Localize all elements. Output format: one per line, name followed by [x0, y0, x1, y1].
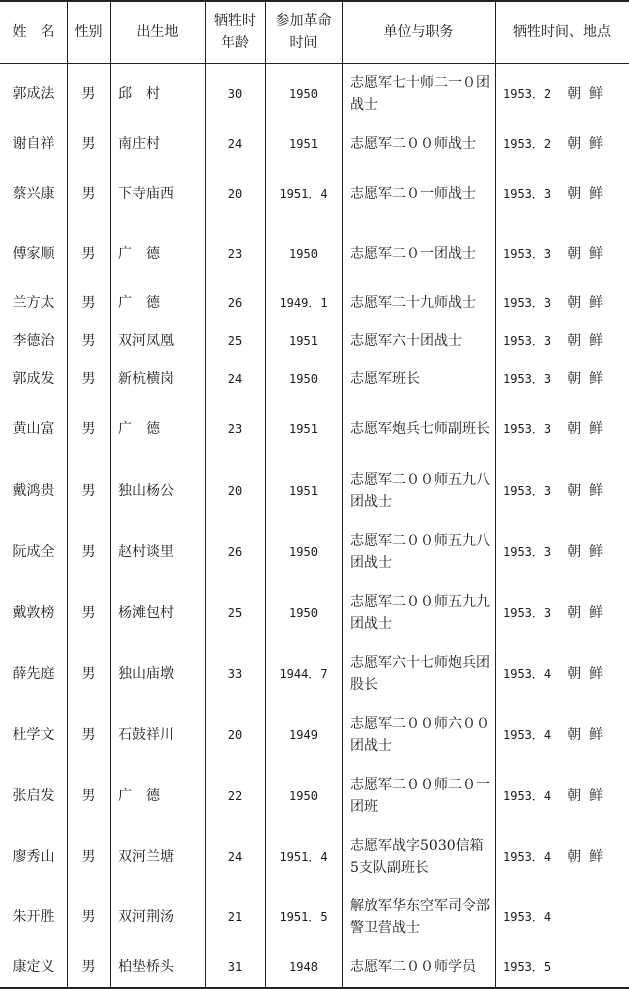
- cell-age: 23: [227, 422, 243, 436]
- death-place: 朝鲜: [567, 136, 612, 152]
- cell-gender: 男: [81, 787, 96, 804]
- cell-name: 薛先庭: [12, 665, 55, 682]
- cell-gender: 男: [81, 604, 96, 621]
- cell-death-time-place: [495, 887, 629, 947]
- death-place: 朝鲜: [567, 665, 612, 682]
- cell-gender: 男: [81, 371, 96, 387]
- cell-death-time-place: [495, 704, 629, 765]
- cell-age: 24: [227, 849, 243, 864]
- cell-age: 25: [227, 334, 243, 348]
- cell-unit: 志愿军二００师学员: [350, 959, 476, 975]
- cell-gender: 男: [81, 295, 96, 311]
- cell-birthplace: 双河凤凰: [118, 333, 174, 349]
- cell-unit: 志愿军七十师二一０团战士: [350, 74, 490, 113]
- cell-death-time-place: [495, 284, 629, 322]
- death-place: 朝鲜: [567, 421, 612, 437]
- death-time: 1953．4: [503, 849, 552, 864]
- cell-age: 31: [227, 960, 243, 974]
- death-place: 朝鲜: [567, 186, 612, 202]
- cell-gender: 男: [81, 482, 96, 499]
- cell-joined: 1951: [289, 483, 318, 498]
- cell-unit: 解放军华东空军司令部警卫营战士: [350, 898, 490, 936]
- cell-age: 25: [227, 605, 243, 620]
- cell-unit: 志愿军二０一师战士: [350, 186, 476, 202]
- cell-age: 20: [227, 187, 243, 201]
- cell-gender: 男: [81, 665, 96, 682]
- cell-unit: 志愿军二０一团战士: [350, 246, 476, 262]
- header-join-time: 参加革命时间: [275, 12, 332, 51]
- cell-name: 兰方太: [12, 295, 55, 311]
- cell-gender: 男: [81, 136, 96, 152]
- cell-birthplace: 双河兰塘: [118, 848, 174, 865]
- death-place: 朝鲜: [567, 85, 612, 102]
- death-time: 1953．3: [503, 296, 552, 310]
- header-age-at-death: 牺牲时年龄: [214, 12, 256, 51]
- cell-joined: 1949．1: [279, 296, 328, 310]
- death-place: 朝鲜: [567, 482, 612, 499]
- cell-name: 戴鸿贵: [12, 482, 55, 499]
- cell-joined: 1951．5: [279, 910, 328, 924]
- cell-age: 22: [227, 788, 243, 803]
- cell-name: 张启发: [12, 787, 55, 804]
- cell-death-time-place: [495, 322, 629, 360]
- death-place: 朝鲜: [567, 295, 612, 311]
- cell-unit: 志愿军六十七师炮兵团股长: [350, 654, 490, 693]
- cell-unit: 志愿军二００师五九九团战士: [350, 593, 490, 632]
- header-death-time-place: 牺牲时间、地点: [513, 23, 611, 40]
- cell-gender: 男: [81, 959, 96, 975]
- cell-gender: 男: [81, 421, 96, 437]
- cell-birthplace: 广 德: [118, 246, 160, 262]
- cell-name: 廖秀山: [12, 848, 55, 865]
- cell-birthplace: 下寺庙西: [118, 186, 174, 202]
- death-time: 1953．3: [503, 334, 552, 348]
- death-time: 1953．4: [503, 666, 552, 681]
- death-time: 1953．4: [503, 910, 552, 924]
- cell-gender: 男: [81, 246, 96, 262]
- cell-joined: 1951．4: [279, 849, 328, 864]
- cell-joined: 1950: [289, 372, 318, 386]
- cell-joined: 1950: [289, 544, 318, 559]
- cell-unit: 志愿军二十九师战士: [350, 295, 476, 311]
- death-time: 1953．4: [503, 788, 552, 803]
- death-time: 1953．3: [503, 422, 552, 436]
- cell-age: 21: [227, 910, 243, 924]
- cell-age: 23: [227, 247, 243, 261]
- death-place: 朝鲜: [567, 371, 612, 387]
- cell-joined: 1950: [289, 247, 318, 261]
- cell-gender: 男: [81, 848, 96, 865]
- death-time: 1953．3: [503, 483, 552, 498]
- cell-age: 24: [227, 137, 243, 151]
- cell-age: 20: [227, 483, 243, 498]
- cell-joined: 1950: [289, 788, 318, 803]
- cell-gender: 男: [81, 726, 96, 743]
- cell-death-time-place: [495, 164, 629, 224]
- cell-name: 杜学文: [12, 726, 55, 743]
- cell-age: 20: [227, 727, 243, 742]
- cell-joined: 1951: [289, 137, 318, 151]
- cell-joined: 1944．7: [279, 666, 328, 681]
- cell-age: 30: [227, 86, 243, 101]
- cell-age: 24: [227, 372, 243, 386]
- cell-joined: 1951: [289, 334, 318, 348]
- cell-death-time-place: [495, 398, 629, 460]
- death-time: 1953．2: [503, 86, 552, 101]
- cell-gender: 男: [81, 543, 96, 560]
- cell-name: 郭成发: [12, 371, 55, 387]
- cell-unit: 志愿军战字5030信箱5支队副班长: [350, 837, 484, 876]
- cell-unit: 志愿军六十团战士: [350, 333, 462, 349]
- cell-joined: 1948: [289, 960, 318, 974]
- cell-unit: 志愿军炮兵七师副班长: [350, 421, 490, 437]
- death-place: 朝鲜: [567, 787, 612, 804]
- cell-death-time-place: [495, 947, 629, 987]
- death-time: 1953．3: [503, 187, 552, 201]
- cell-joined: 1951: [289, 422, 318, 436]
- cell-birthplace: 独山庙墩: [118, 665, 174, 682]
- cell-death-time-place: [495, 521, 629, 582]
- cell-death-time-place: [495, 765, 629, 826]
- cell-death-time-place: [495, 224, 629, 284]
- cell-unit: 志愿军二００师五九八团战士: [350, 471, 490, 510]
- cell-name: 戴敦榜: [12, 604, 55, 621]
- cell-death-time-place: [495, 124, 629, 164]
- cell-gender: 男: [81, 85, 96, 102]
- cell-name: 康定义: [12, 959, 55, 975]
- cell-joined: 1949: [289, 727, 318, 742]
- cell-joined: 1950: [289, 605, 318, 620]
- cell-birthplace: 双河荆汤: [118, 909, 174, 925]
- cell-age: 26: [227, 296, 243, 310]
- death-time: 1953．5: [503, 960, 552, 974]
- cell-death-time-place: [495, 460, 629, 521]
- cell-name: 朱开胜: [12, 909, 55, 925]
- cell-unit: 志愿军二００师战士: [350, 136, 476, 152]
- death-place: 朝鲜: [567, 848, 612, 865]
- cell-birthplace: 广 德: [118, 295, 160, 311]
- death-time: 1953．2: [503, 137, 552, 151]
- cell-birthplace: 柏垫桥头: [118, 959, 174, 975]
- cell-birthplace: 广 德: [118, 421, 160, 437]
- cell-birthplace: 南庄村: [118, 136, 160, 152]
- death-place: 朝鲜: [567, 543, 612, 560]
- cell-death-time-place: [495, 63, 629, 124]
- cell-gender: 男: [81, 186, 96, 202]
- death-time: 1953．3: [503, 544, 552, 559]
- cell-name: 阮成全: [12, 543, 55, 560]
- death-time: 1953．3: [503, 247, 552, 261]
- cell-birthplace: 邱 村: [118, 85, 160, 102]
- death-place: 朝鲜: [567, 604, 612, 621]
- cell-unit: 志愿军二００师六００团战士: [350, 715, 490, 754]
- cell-name: 黄山富: [12, 421, 55, 437]
- death-time: 1953．3: [503, 605, 552, 620]
- cell-birthplace: 赵村谈里: [118, 543, 174, 560]
- header-unit-position: 单位与职务: [383, 23, 454, 40]
- cell-name: 傅家顺: [12, 246, 55, 262]
- header-gender: 性别: [74, 23, 103, 40]
- cell-birthplace: 广 德: [118, 787, 160, 804]
- cell-birthplace: 独山杨公: [118, 482, 174, 499]
- cell-unit: 志愿军二００师五九八团战士: [350, 532, 490, 571]
- header-birthplace: 出生地: [136, 23, 179, 40]
- cell-unit: 志愿军二００师二０一团班: [350, 776, 490, 815]
- cell-death-time-place: [495, 643, 629, 704]
- cell-gender: 男: [81, 333, 96, 349]
- cell-age: 33: [227, 666, 243, 681]
- cell-birthplace: 新杭横岗: [118, 371, 174, 387]
- header-name: 姓 名: [12, 23, 55, 40]
- cell-name: 李德治: [12, 333, 55, 349]
- cell-death-time-place: [495, 360, 629, 398]
- cell-death-time-place: [495, 582, 629, 643]
- cell-death-time-place: [495, 826, 629, 887]
- cell-joined: 1951．4: [279, 187, 328, 201]
- death-time: 1953．4: [503, 727, 552, 742]
- death-place: 朝鲜: [567, 333, 612, 349]
- cell-name: 郭成法: [12, 85, 55, 102]
- cell-birthplace: 石鼓祥川: [118, 726, 174, 743]
- cell-gender: 男: [81, 909, 96, 925]
- cell-name: 谢自祥: [12, 136, 55, 152]
- cell-name: 蔡兴康: [12, 186, 55, 202]
- death-place: 朝鲜: [567, 726, 612, 743]
- cell-birthplace: 杨滩包村: [118, 604, 174, 621]
- cell-joined: 1950: [289, 86, 318, 101]
- death-place: 朝鲜: [567, 246, 612, 262]
- cell-age: 26: [227, 544, 243, 559]
- death-time: 1953．3: [503, 372, 552, 386]
- cell-unit: 志愿军班长: [350, 371, 420, 387]
